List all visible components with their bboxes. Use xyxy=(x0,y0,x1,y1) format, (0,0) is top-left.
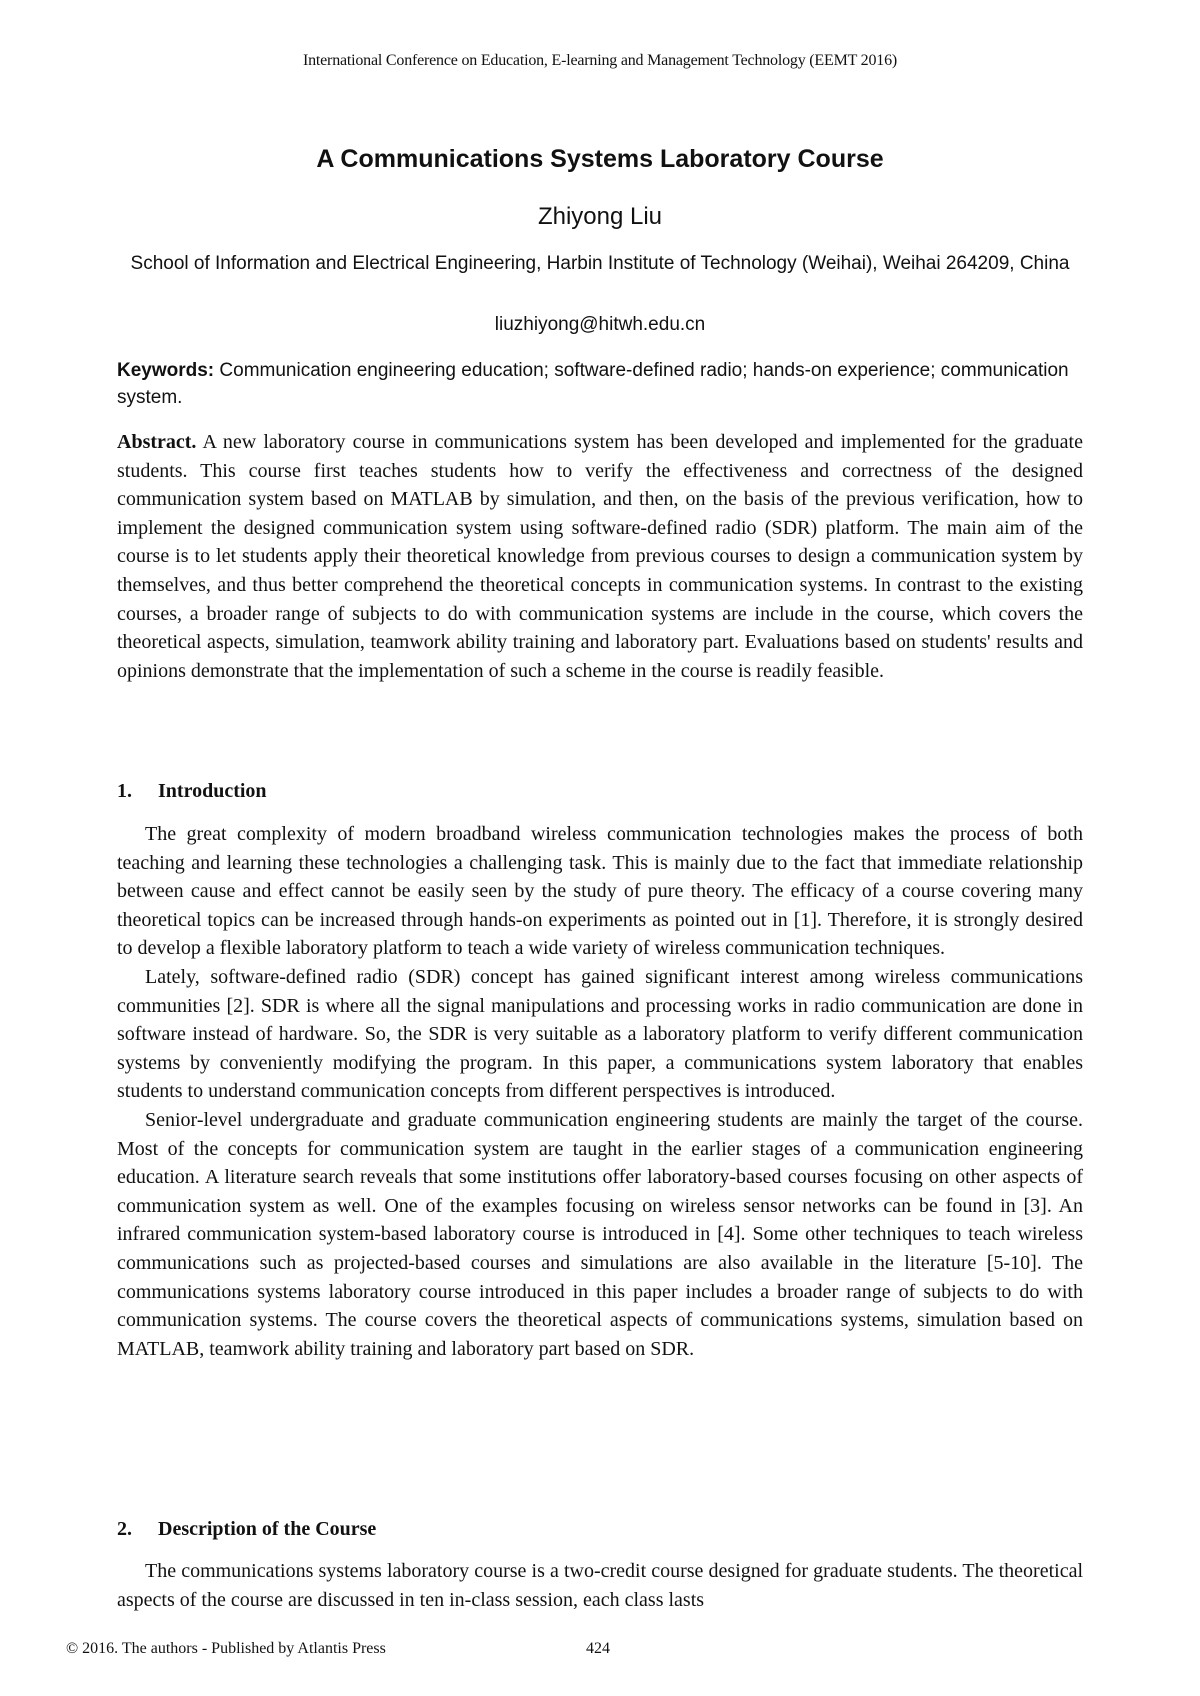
abstract-block xyxy=(117,428,1083,685)
section-title: Description of the Course xyxy=(158,1518,377,1540)
paragraph: Senior-level undergraduate and graduate communication engineering students are mainly the target of the course. Most of the concepts for communication system are taught in the earlier stages of a communication engineering education. A literature search reveals that some institutions offer laboratory-based courses focusing on other aspects of communication system as well. One of the examples focusing on wireless sensor networks can be found in [3]. An infrared communication system-based laboratory course is introduced in [4]. Some other techniques to teach wireless communications such as projected-based courses and simulations are also available in the literature [5-10]. The communications systems laboratory course introduced in this paper includes a broader range of subjects to do with communication systems. The course covers the theoretical aspects of communications systems, simulation based on MATLAB, teamwork ability training and laboratory part based on SDR. xyxy=(117,1108,1083,1360)
paragraph: The communications systems laboratory course is a two-credit course designed for graduate students. The theoretical aspects of the course are discussed in ten in-class session, each class lasts xyxy=(117,1560,1083,1611)
page-number: 424 xyxy=(586,1640,610,1657)
conference-header: International Conference on Education, E-learning and Management Technology (EEMT 2016) xyxy=(302,52,898,69)
abstract-text: A new laboratory course in communications system has been developed and implemented for the graduate students. This course first teaches students how to verify the effectiveness and correctness of the designed communication system based on MATLAB by simulation, and then, on the basis of the previous verification, how to implement the designed communication system using software-defined radio (SDR) platform. The main aim of the course is to let students apply their theoretical knowledge from previous courses to design a communication system by themselves, and thus better comprehend the theoretical concepts in communication systems. In contrast to the existing courses, a broader range of subjects to do with communication systems are include in the course, which covers the theoretical aspects, simulation, teamwork ability training and laboratory part. Evaluations based on students' results and opinions demonstrate that the implementation of such a scheme in the course is readily feasible. xyxy=(117,431,1083,682)
keywords-label: Keywords: xyxy=(117,360,215,381)
description-body xyxy=(117,1557,1083,1614)
section-heading-introduction xyxy=(117,780,267,803)
section-heading-description xyxy=(117,1518,376,1541)
keywords-text: Communication engineering education; software-defined radio; hands-on experience; communication system. xyxy=(117,360,1069,408)
author-name: Zhiyong Liu xyxy=(537,203,663,230)
section-title: Introduction xyxy=(158,780,267,802)
author-email: liuzhiyong@hitwh.edu.cn xyxy=(494,314,706,335)
keywords-block xyxy=(117,357,1083,411)
abstract-label: Abstract. xyxy=(117,431,197,453)
section-number: 2. xyxy=(117,1518,132,1540)
introduction-body xyxy=(117,820,1083,1363)
author-affiliation: School of Information and Electrical Engineering, Harbin Institute of Technology (Weihai), Weihai 264209, China xyxy=(130,253,1070,274)
paragraph: Lately, software-defined radio (SDR) concept has gained significant interest among wireless communications communities [2]. SDR is where all the signal manipulations and processing works in radio communication are done in software instead of hardware. So, the SDR is very suitable as a laboratory platform to verify different communication systems by conveniently modifying the program. In this paper, a communications system laboratory that enables students to understand communication concepts from different perspectives is introduced. xyxy=(117,965,1083,1103)
paragraph: The great complexity of modern broadband wireless communication technologies makes the process of both teaching and learning these technologies a challenging task. This is mainly due to the fact that immediate relationship between cause and effect cannot be easily seen by the study of pure theory. The efficacy of a course covering many theoretical topics can be increased through hands-on experiments as pointed out in [1]. Therefore, it is strongly desired to develop a flexible laboratory platform to teach a wide variety of wireless communication techniques. xyxy=(117,823,1083,960)
paper-title: A Communications Systems Laboratory Course xyxy=(316,145,884,173)
section-number: 1. xyxy=(117,780,132,802)
copyright-notice: © 2016. The authors - Published by Atlantis Press xyxy=(66,1640,386,1657)
